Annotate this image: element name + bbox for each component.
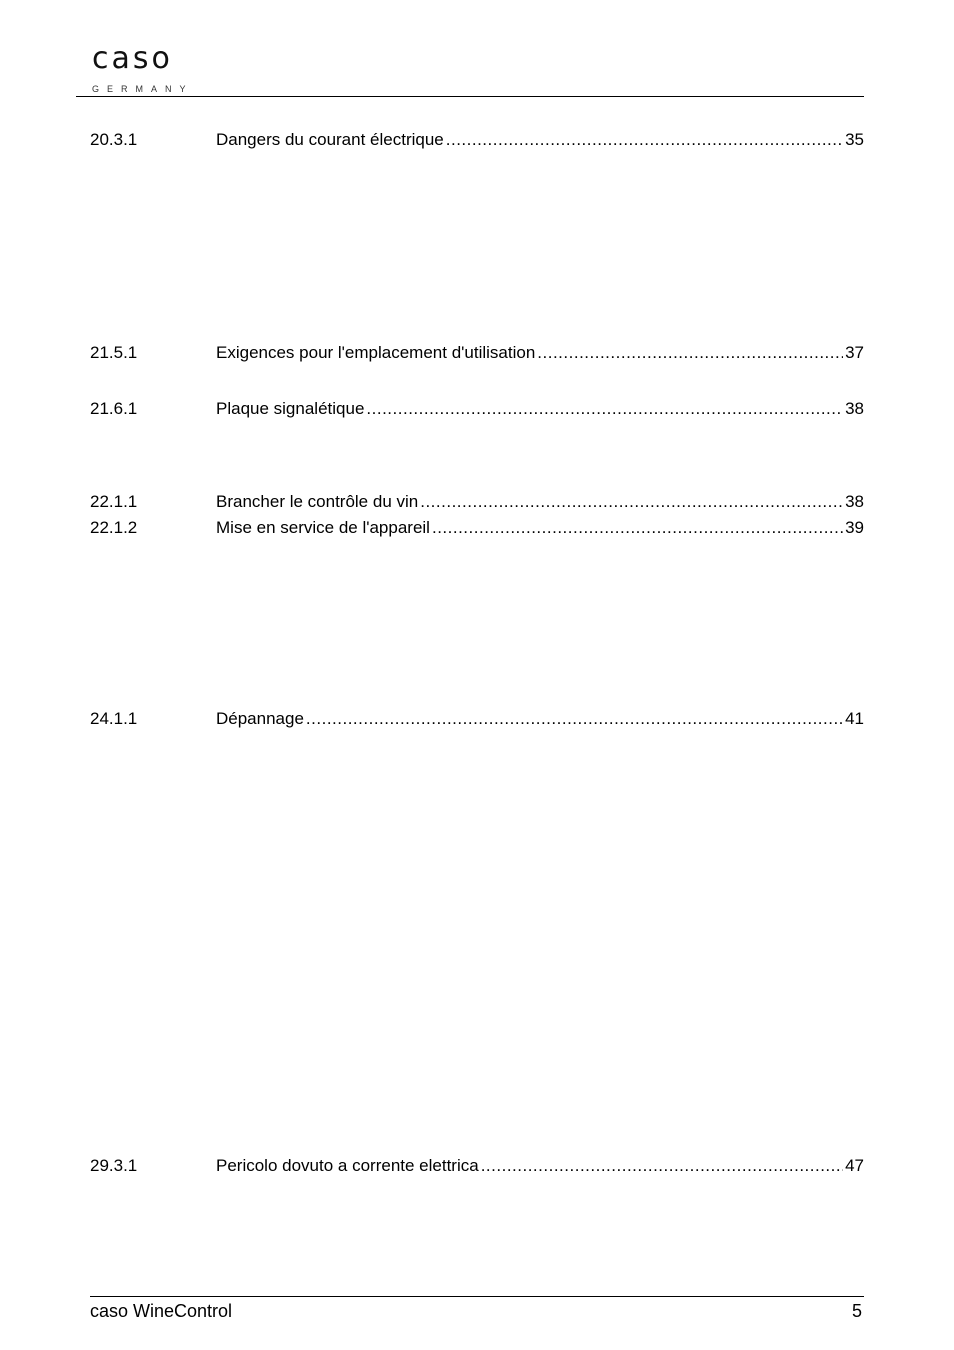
toc-page: 38 (845, 399, 864, 418)
toc-number: 22.1.1 (90, 492, 138, 511)
toc-number: 22.1.2 (90, 518, 138, 537)
toc-number: 29.3.1 (90, 1156, 138, 1175)
toc-page: 37 (845, 343, 864, 362)
toc-row[interactable] (90, 517, 864, 539)
toc-leader (481, 1155, 843, 1177)
toc-title: Mise en service de l'appareil (216, 518, 430, 537)
toc-title: Plaque signalétique (216, 399, 365, 418)
toc-number: 21.5.1 (90, 343, 138, 362)
footer-divider (90, 1296, 864, 1297)
toc-number: 20.3.1 (90, 130, 138, 149)
header-divider (76, 96, 864, 97)
footer-product-name: caso WineControl (90, 1301, 233, 1321)
toc-leader (446, 129, 843, 151)
toc-page: 35 (845, 130, 864, 149)
toc-title: Dépannage (216, 709, 304, 728)
toc-leader (432, 517, 843, 539)
toc-leader (537, 342, 843, 364)
toc-page: 38 (845, 492, 864, 511)
toc-row[interactable] (90, 491, 864, 513)
toc-leader (420, 491, 843, 513)
toc-leader (306, 708, 843, 730)
toc-page: 41 (845, 709, 864, 728)
toc-row[interactable] (90, 342, 864, 364)
toc-row[interactable] (90, 1155, 864, 1177)
toc-row[interactable] (90, 129, 864, 151)
toc-row[interactable] (90, 398, 864, 420)
toc-page: 47 (845, 1156, 864, 1175)
logo-subtitle: GERMANY (92, 84, 194, 94)
logo-wordmark: caso (92, 41, 173, 76)
toc-number: 21.6.1 (90, 399, 138, 418)
toc-title: Exigences pour l'emplacement d'utilisation (216, 343, 536, 362)
toc-title: Brancher le contrôle du vin (216, 492, 419, 511)
toc-title: Dangers du courant électrique (216, 130, 444, 149)
toc-number: 24.1.1 (90, 709, 138, 728)
footer-page-number: 5 (851, 1301, 862, 1321)
toc-page: 39 (845, 518, 864, 537)
toc-leader (366, 398, 843, 420)
toc-row[interactable] (90, 708, 864, 730)
toc-title: Pericolo dovuto a corrente elettrica (216, 1156, 479, 1175)
